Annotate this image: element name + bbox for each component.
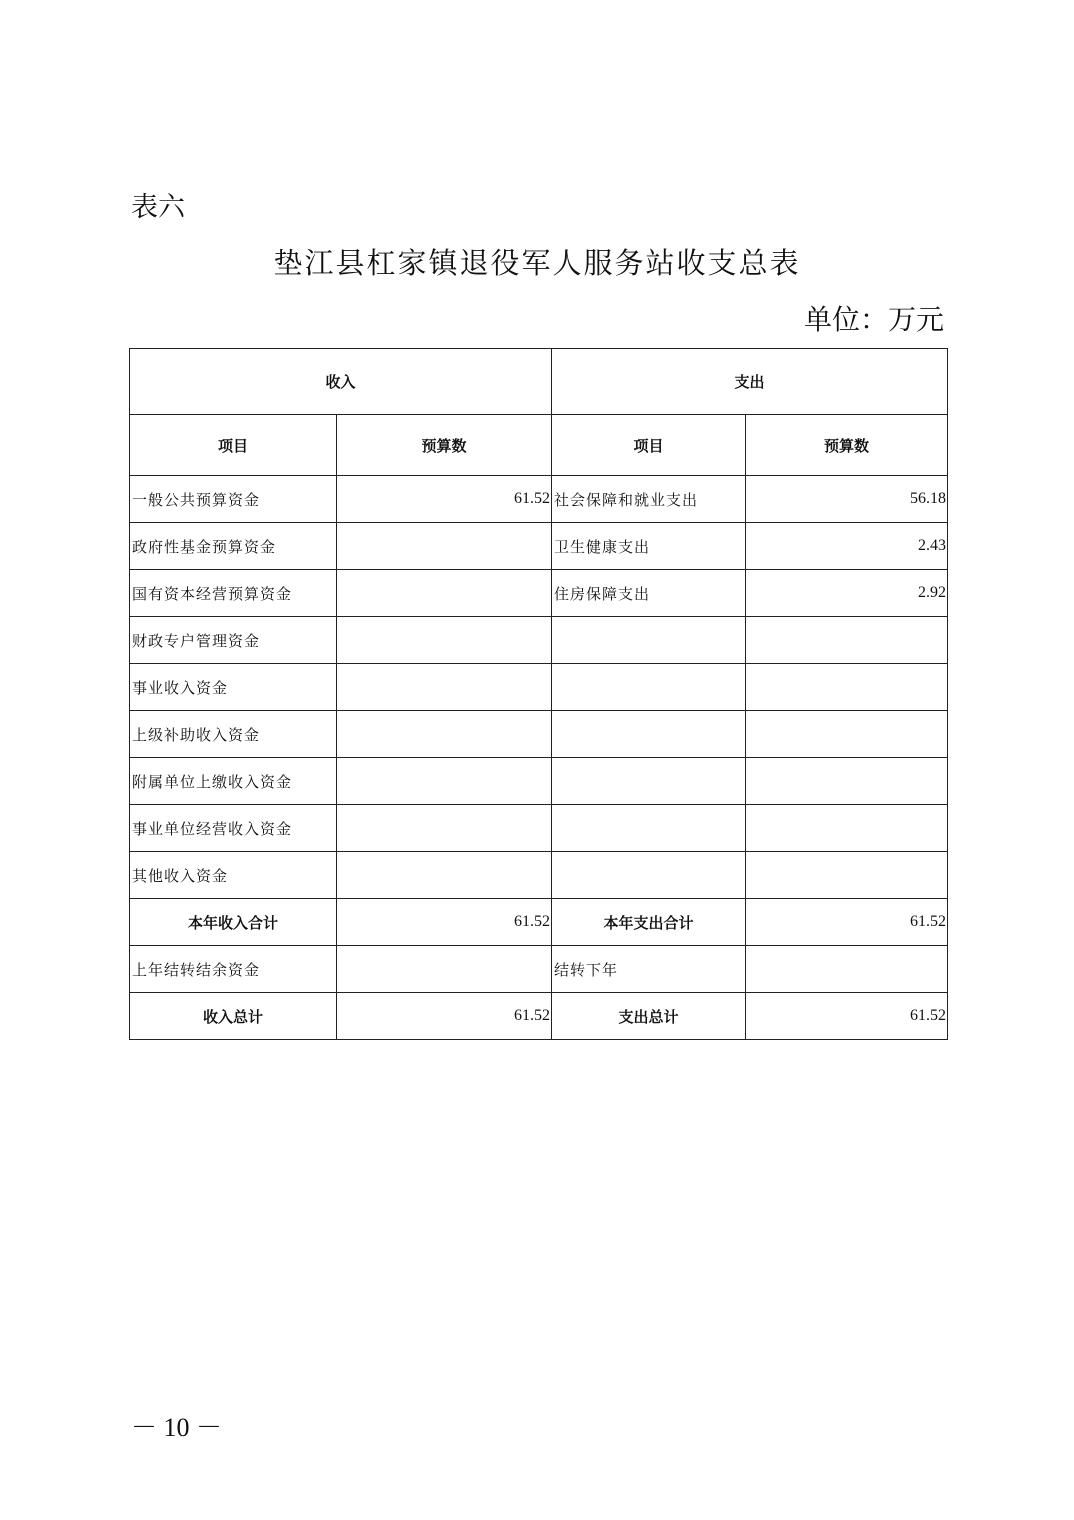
group-header-row — [130, 349, 948, 415]
expense-item — [552, 758, 746, 805]
expense-year-total-amount: 61.52 — [746, 899, 948, 946]
expense-amount — [746, 664, 948, 711]
expense-carryover-item: 结转下年 — [552, 946, 746, 993]
table-row — [130, 570, 948, 617]
income-amount — [337, 805, 552, 852]
expense-item — [552, 617, 746, 664]
income-carryover-amount — [337, 946, 552, 993]
income-item: 一般公共预算资金 — [130, 476, 337, 523]
income-carryover-item: 上年结转结余资金 — [130, 946, 337, 993]
expense-budget-header: 预算数 — [746, 415, 948, 476]
document-title: 垫江县杠家镇退役军人服务站收支总表 — [273, 246, 801, 280]
table-row — [130, 852, 948, 899]
income-amount — [337, 570, 552, 617]
table-label: 表六 — [131, 192, 185, 223]
carryover-row — [130, 946, 948, 993]
income-amount — [337, 852, 552, 899]
income-grand-total-amount: 61.52 — [337, 993, 552, 1040]
expense-grand-total-label: 支出总计 — [552, 993, 746, 1040]
expense-carryover-amount — [746, 946, 948, 993]
table-row — [130, 664, 948, 711]
income-amount — [337, 758, 552, 805]
income-group-header: 收入 — [130, 349, 552, 415]
expense-amount: 2.92 — [746, 570, 948, 617]
table-row — [130, 476, 948, 523]
expense-item: 社会保障和就业支出 — [552, 476, 746, 523]
expense-item — [552, 852, 746, 899]
column-header-row — [130, 415, 948, 476]
income-item: 事业单位经营收入资金 — [130, 805, 337, 852]
table-row — [130, 758, 948, 805]
expense-item: 住房保障支出 — [552, 570, 746, 617]
expense-amount — [746, 805, 948, 852]
table-row — [130, 711, 948, 758]
income-year-total-label: 本年收入合计 — [130, 899, 337, 946]
expense-amount — [746, 852, 948, 899]
income-grand-total-label: 收入总计 — [130, 993, 337, 1040]
expense-item — [552, 711, 746, 758]
expense-item-header: 项目 — [552, 415, 746, 476]
income-item: 事业收入资金 — [130, 664, 337, 711]
expense-amount: 56.18 — [746, 476, 948, 523]
unit-label: 单位：万元 — [803, 303, 944, 336]
expense-amount — [746, 617, 948, 664]
income-item: 其他收入资金 — [130, 852, 337, 899]
expense-item — [552, 805, 746, 852]
table-row — [130, 523, 948, 570]
income-amount — [337, 617, 552, 664]
income-amount: 61.52 — [337, 476, 552, 523]
income-item: 政府性基金预算资金 — [130, 523, 337, 570]
expense-item: 卫生健康支出 — [552, 523, 746, 570]
page-number: － 10 － — [131, 1413, 223, 1442]
income-item: 国有资本经营预算资金 — [130, 570, 337, 617]
budget-summary-table — [129, 348, 948, 1040]
expense-amount — [746, 711, 948, 758]
table-row — [130, 617, 948, 664]
income-amount — [337, 711, 552, 758]
income-item: 附属单位上缴收入资金 — [130, 758, 337, 805]
expense-amount: 2.43 — [746, 523, 948, 570]
income-amount — [337, 664, 552, 711]
table-row — [130, 805, 948, 852]
expense-amount — [746, 758, 948, 805]
year-total-row — [130, 899, 948, 946]
income-year-total-amount: 61.52 — [337, 899, 552, 946]
expense-grand-total-amount: 61.52 — [746, 993, 948, 1040]
income-item: 上级补助收入资金 — [130, 711, 337, 758]
income-amount — [337, 523, 552, 570]
expense-year-total-label: 本年支出合计 — [552, 899, 746, 946]
income-item: 财政专户管理资金 — [130, 617, 337, 664]
income-budget-header: 预算数 — [337, 415, 552, 476]
expense-group-header: 支出 — [552, 349, 948, 415]
income-item-header: 项目 — [130, 415, 337, 476]
grand-total-row — [130, 993, 948, 1040]
expense-item — [552, 664, 746, 711]
